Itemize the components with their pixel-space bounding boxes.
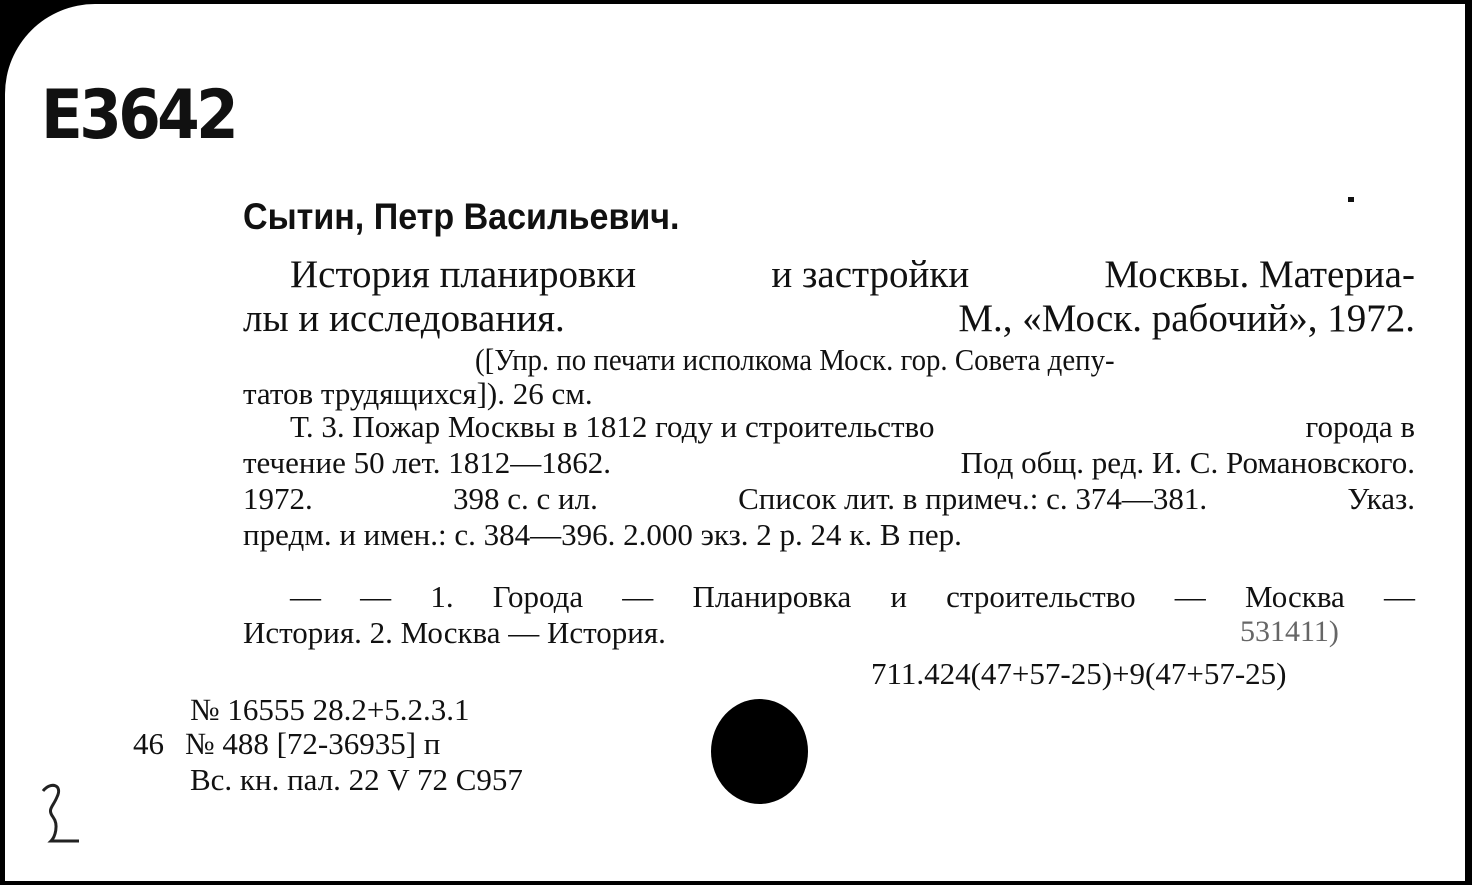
subjects-line-1: — — 1. Города — Планировка и строительство — Москва — — [290, 579, 1415, 614]
classification-index: 711.424(47+57-25)+9(47+57-25) — [871, 656, 1287, 691]
title-line-2: лы и исследования. М., «Моск. рабочий», 1972. — [243, 297, 1415, 340]
volume-line-3: 1972. 398 с. с ил. Список лит. в примеч.: с. 374—381. Указ. — [243, 481, 1415, 516]
author-heading: Сытин, Петр Васильевич. — [243, 196, 680, 237]
subjects-line-2: История. 2. Москва — История. — [243, 615, 666, 650]
catalog-card — [5, 4, 1465, 881]
registry-line-2: № 488 [72-36935] п — [185, 726, 441, 761]
publisher-note-line-1: ([Упр. по печати исполкома Моск. гор. Совета депу- — [475, 342, 1115, 377]
volume-line-2: течение 50 лет. 1812—1862. Под общ. ред. И. С. Романовского. — [243, 445, 1415, 480]
publisher-note-line-2: татов трудящихся]). 26 см. — [243, 376, 593, 411]
faint-stamp: 531411) — [1240, 615, 1339, 648]
registry-line-3: Вс. кн. пал. 22 V 72 С957 — [190, 762, 523, 797]
registry-prefix: 46 — [133, 726, 164, 761]
handwritten-mark — [33, 779, 93, 849]
volume-line-1: Т. 3. Пожар Москвы в 1812 году и строительство города в — [290, 409, 1415, 444]
volume-line-4: предм. и имен.: с. 384—396. 2.000 экз. 2 р. 24 к. В пер. — [243, 517, 962, 552]
title-line-1: История планировки и застройки Москвы. Материа- — [290, 253, 1415, 296]
call-number: E3642 — [41, 76, 236, 155]
punch-hole — [711, 699, 808, 804]
ink-mark — [1348, 197, 1354, 202]
registry-line-1: № 16555 28.2+5.2.3.1 — [190, 692, 470, 727]
